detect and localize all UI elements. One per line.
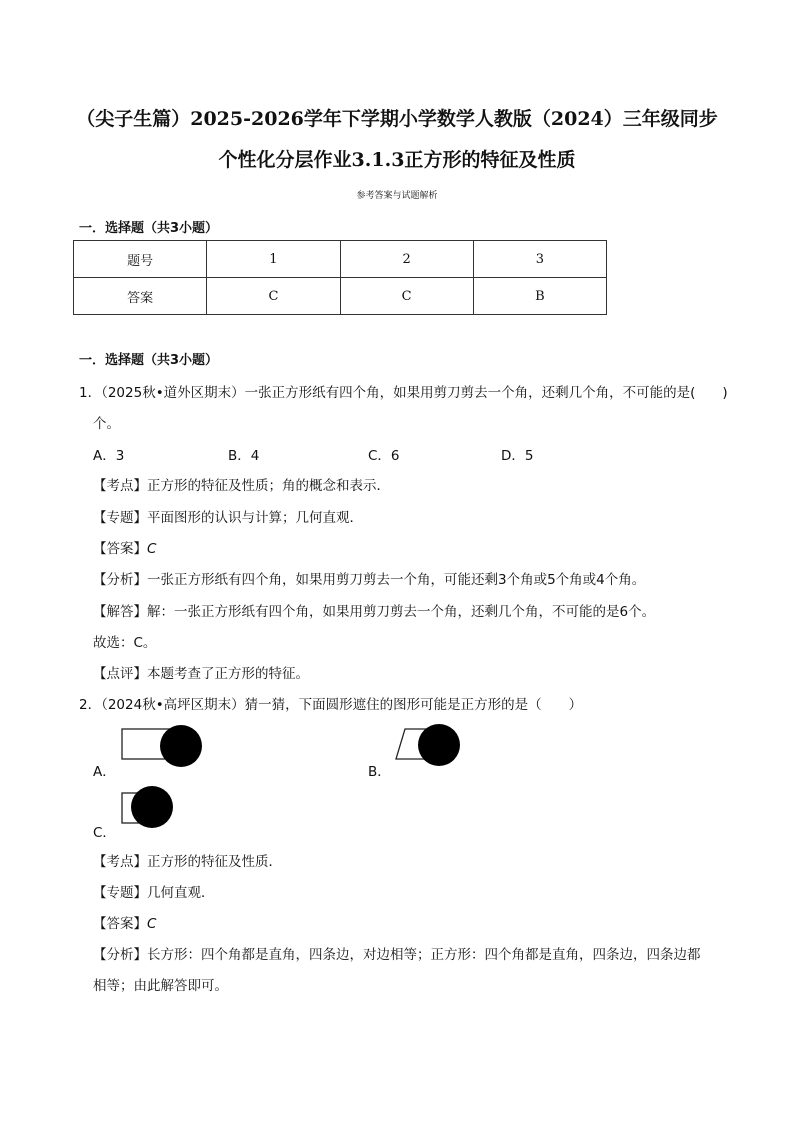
table-row [74,278,607,315]
fenxi-text: 一张正方形纸有四个角，如果用剪刀剪去一个角，可能还剩3个角或5个角或4个角。 [147,572,646,588]
q2-stem: 2．（2024秋•高坪区期末）猜一猜，下面圆形遮住的图形可能是正方形的是（ ） [79,697,583,713]
doc-subtitle: 参考答案与试题解析 [356,191,438,201]
table-cell: 2 [340,241,473,278]
table-cell: C [340,278,473,315]
fenxi-tag: 【分析】 [93,572,147,588]
q2-daan [93,912,156,932]
zhuanti-tag: 【专题】 [93,885,147,901]
q1-option-b: B．4 [228,448,260,464]
zhuanti-text: 几何直观． [147,885,215,901]
dianping-tag: 【点评】 [93,666,147,682]
q1-option-d: D．5 [501,448,534,464]
daan-text: C [147,916,157,932]
q1-option-a: A．3 [93,448,125,464]
q2-figure-b [393,722,473,772]
q2-kaodian [93,850,282,870]
kaodian-tag: 【考点】 [93,854,147,870]
table-cell: 3 [473,241,606,278]
q1-daan [93,537,156,557]
q2-fenxi-line2: 相等；由此解答即可。 [93,978,228,994]
jieda-tag: 【解答】 [93,604,147,620]
q1-kaodian [93,474,390,494]
doc-title-line2: 个性化分层作业3.1.3正方形的特征及性质 [218,149,576,171]
zhuanti-text: 平面图形的认识与计算；几何直观． [147,510,363,526]
table-row [74,241,607,278]
q2-option-c-label: C． [93,825,116,841]
table-cell: B [473,278,606,315]
q1-stem-line2: 个。 [93,416,120,432]
table-cell: 1 [207,241,340,278]
q1-jieda [93,600,655,620]
zhuanti-tag: 【专题】 [93,510,147,526]
kaodian-text: 正方形的特征及性质；角的概念和表示． [147,478,390,494]
daan-tag: 【答案】 [93,541,147,557]
q1-option-c: C．6 [368,448,400,464]
kaodian-tag: 【考点】 [93,478,147,494]
questions-section-heading: 一．选择题（共3小题） [79,353,219,368]
q1-guxuan: 故选：C。 [93,635,157,651]
answer-section-heading: 一．选择题（共3小题） [79,221,219,236]
answer-table [73,240,607,315]
cover-circle [160,725,202,767]
table-cell: C [207,278,340,315]
cover-circle [131,786,173,828]
q2-fenxi [93,943,701,963]
daan-tag: 【答案】 [93,916,147,932]
dianping-text: 本题考查了正方形的特征。 [147,666,309,682]
doc-title-line1: （尖子生篇）2025-2026学年下学期小学数学人教版（2024）三年级同步 [76,108,718,130]
q2-figure-c [118,785,178,835]
table-cell: 答案 [74,278,207,315]
cover-circle [418,724,460,766]
q1-zhuanti [93,506,363,526]
daan-text: C [147,541,157,557]
kaodian-text: 正方形的特征及性质． [147,854,282,870]
q2-option-a-label: A． [93,764,116,780]
fenxi-text: 长方形：四个角都是直角，四条边，对边相等；正方形：四个角都是直角，四条边，四条边都 [147,947,701,963]
q1-fenxi [93,568,645,588]
jieda-text: 解：一张正方形纸有四个角，如果用剪刀剪去一个角，还剩几个角，不可能的是6个。 [147,604,656,620]
q1-dianping [93,662,309,682]
fenxi-tag: 【分析】 [93,947,147,963]
table-cell: 题号 [74,241,207,278]
q1-stem-line1: 1．（2025秋•道外区期末）一张正方形纸有四个角，如果用剪刀剪去一个角，还剩几个角，不可能的是( ) [79,385,728,401]
q2-figure-a [118,722,208,772]
q2-zhuanti [93,881,215,901]
q2-option-b-label: B． [368,764,391,780]
